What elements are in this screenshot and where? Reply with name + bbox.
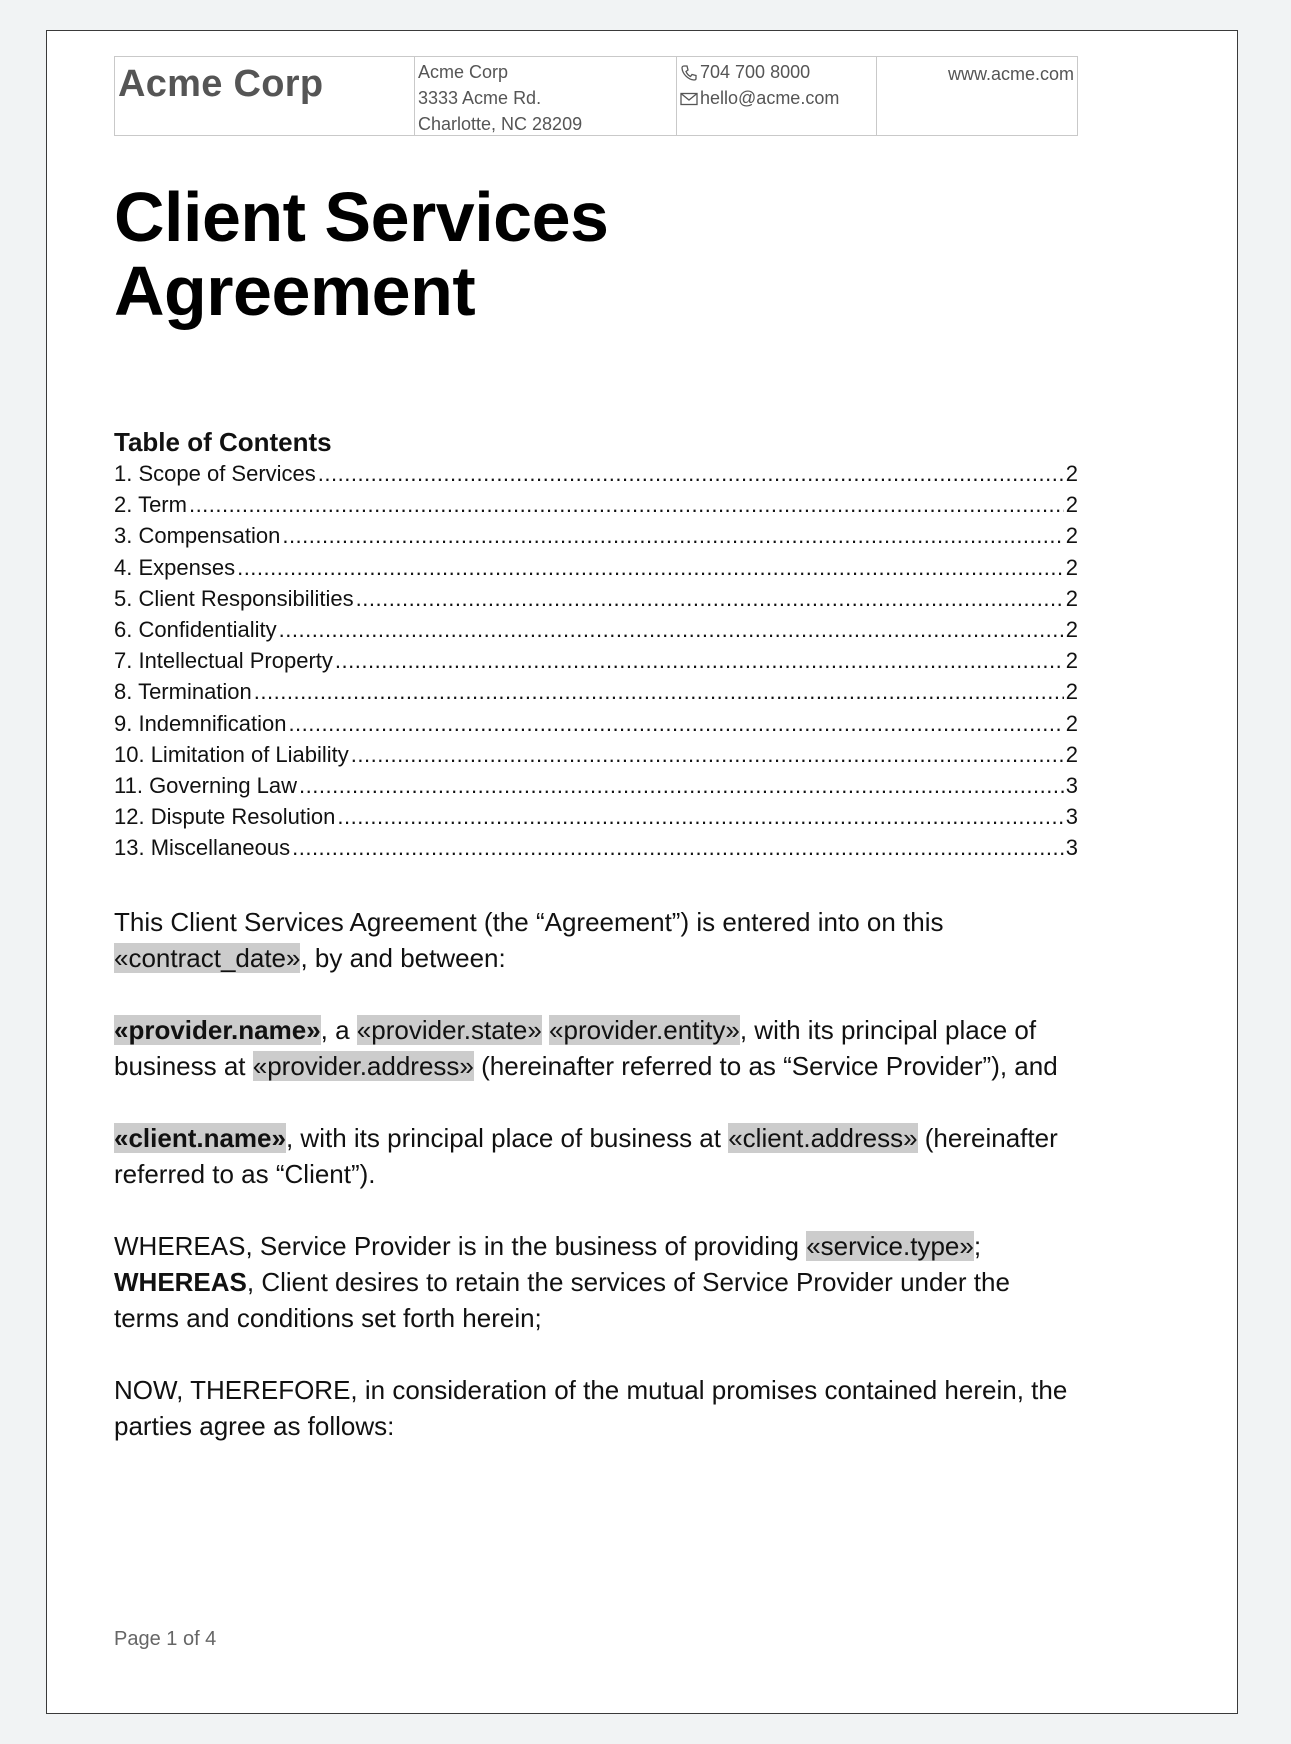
whereas-semicolon: ; [973, 1231, 982, 1261]
client-text-mid: , with its principal place of business at [285, 1123, 729, 1153]
toc-item-title: 10. Limitation of Liability [114, 741, 349, 767]
toc-item-title: 1. Scope of Services [114, 461, 316, 486]
toc-item[interactable] [114, 523, 1078, 554]
agreement-body [114, 904, 1078, 1480]
intro-text: This Client Services Agreement (the “Agreement”) is entered into on this [114, 907, 944, 937]
merge-field-service-type: «service.type» [806, 1231, 974, 1261]
toc-item[interactable] [114, 742, 1078, 773]
toc-item-page: 2 [1065, 523, 1078, 549]
whereas-paragraph [114, 1228, 1078, 1336]
toc-leader-dots [335, 648, 1064, 674]
toc-item-title: 8. Termination [114, 679, 252, 705]
toc-item-title: 2. Term [114, 492, 187, 518]
toc-list [114, 461, 1078, 866]
letterhead-address-cell [415, 57, 677, 135]
therefore-paragraph: NOW, THEREFORE, in consideration of the mutual promises contained herein, the parties agree as follows: [114, 1375, 1068, 1441]
intro-paragraph [114, 904, 1078, 976]
provider-text-a: , a [320, 1015, 357, 1045]
merge-field-provider-state: «provider.state» [356, 1015, 542, 1045]
toc-leader-dots [356, 586, 1064, 612]
toc-heading: Table of Contents [114, 427, 332, 457]
whereas-tail: , Client desires to retain the services of Service Provider under the terms and conditions set forth herein; [114, 1267, 1010, 1333]
toc-item[interactable] [114, 492, 1078, 523]
toc-item-title: 11. Governing Law [114, 772, 298, 798]
toc-leader-dots [318, 461, 1064, 487]
toc-item-page: 2 [1065, 679, 1078, 705]
website-link[interactable]: www.acme.com [947, 64, 1074, 84]
toc-item[interactable] [114, 804, 1078, 835]
mail-icon [680, 92, 700, 106]
toc-item-title: 9. Indemnification [114, 710, 287, 736]
toc-leader-dots [292, 835, 1064, 861]
toc-leader-dots [299, 773, 1064, 799]
document-title [114, 180, 1014, 328]
merge-field-provider-entity: «provider.entity» [549, 1015, 740, 1045]
company-name: Acme Corp [118, 63, 324, 105]
toc-item-page: 2 [1065, 710, 1078, 736]
merge-field-provider-address: «provider.address» [252, 1051, 474, 1081]
toc-item-page: 2 [1065, 461, 1078, 486]
toc-item-page: 2 [1065, 616, 1078, 642]
provider-text-tail: (hereinafter referred to as “Service Provider”), and [473, 1051, 1058, 1081]
toc-leader-dots [337, 804, 1063, 830]
client-paragraph [114, 1120, 1078, 1192]
toc-item-title: 3. Compensation [114, 523, 281, 549]
provider-text-mid: , with its principal place of business at [114, 1015, 1037, 1081]
letterhead-web-cell [877, 57, 1077, 135]
toc-item-page: 2 [1065, 585, 1078, 611]
toc-item[interactable] [114, 586, 1078, 617]
toc-leader-dots [279, 617, 1064, 643]
toc-item-page: 2 [1065, 741, 1078, 767]
toc-item[interactable] [114, 617, 1078, 648]
toc-item-page: 3 [1065, 804, 1078, 830]
title-line-1: Client Services [114, 178, 609, 256]
toc-item-title: 4. Expenses [114, 554, 236, 580]
page-number: Page 1 of 4 [114, 1628, 217, 1650]
merge-field-provider-name: «provider.name» [114, 1015, 321, 1045]
toc-leader-dots [189, 492, 1064, 518]
email-line [680, 85, 873, 111]
letterhead-contact-cell [677, 57, 877, 135]
phone-number: 704 700 8000 [700, 62, 811, 82]
letterhead-brand-cell [115, 57, 415, 135]
provider-paragraph [114, 1012, 1078, 1084]
toc-item[interactable] [114, 679, 1078, 710]
toc-item-title: 12. Dispute Resolution [114, 804, 336, 830]
toc-leader-dots [282, 523, 1063, 549]
toc-leader-dots [237, 555, 1064, 581]
merge-field-client-address: «client.address» [728, 1123, 918, 1153]
phone-icon [680, 64, 700, 82]
toc-leader-dots [288, 711, 1063, 737]
toc-item[interactable] [114, 648, 1078, 679]
email-address: hello@acme.com [700, 88, 840, 108]
toc-leader-dots [351, 742, 1064, 768]
title-line-2: Agreement [114, 252, 476, 330]
merge-field-contract-date: «contract_date» [114, 943, 301, 973]
address-line-3: Charlotte, NC 28209 [418, 114, 583, 134]
toc-item-page: 2 [1065, 492, 1078, 518]
intro-tail: , by and between: [300, 943, 506, 973]
whereas-bold: WHEREAS [114, 1267, 247, 1297]
toc-leader-dots [254, 679, 1064, 705]
toc-item[interactable] [114, 555, 1078, 586]
toc-item-title: 5. Client Responsibilities [114, 585, 354, 611]
toc-item-page: 2 [1065, 648, 1078, 674]
letterhead [114, 56, 1078, 136]
toc-item-page: 2 [1065, 554, 1078, 580]
toc-item[interactable] [114, 711, 1078, 742]
phone-line [680, 59, 873, 85]
toc-item-title: 13. Miscellaneous [114, 835, 291, 861]
toc-item[interactable] [114, 773, 1078, 804]
address-line-1: Acme Corp [418, 62, 509, 82]
whereas-text: WHEREAS, Service Provider is in the business of providing [114, 1231, 807, 1261]
merge-field-client-name: «client.name» [114, 1123, 286, 1153]
table-of-contents [114, 425, 1078, 866]
toc-item-page: 3 [1065, 772, 1078, 798]
address-line-2: 3333 Acme Rd. [418, 88, 542, 108]
toc-item[interactable] [114, 461, 1078, 492]
client-text-tail: (hereinafter referred to as “Client”). [114, 1123, 1058, 1189]
toc-item-title: 6. Confidentiality [114, 616, 277, 642]
toc-item-title: 7. Intellectual Property [114, 648, 333, 674]
toc-item-page: 3 [1065, 835, 1078, 861]
toc-item[interactable] [114, 835, 1078, 866]
